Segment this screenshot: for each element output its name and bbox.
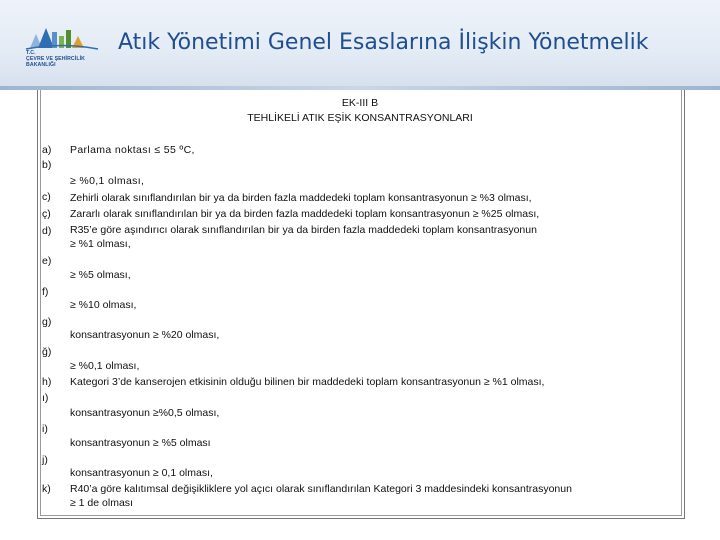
ministry-logo-icon	[22, 22, 102, 52]
item-text: ≥ %0,1 olması,	[70, 175, 145, 187]
item-text: ≥ %1 olması,	[70, 238, 131, 250]
page-title: Atık Yönetimi Genel Esaslarına İlişkin Yönetmelik	[118, 30, 649, 55]
item-label-j: j)	[42, 454, 48, 466]
item-text: Zararlı olarak sınıflandırılan bir ya da birden fazla maddedeki toplam konsantrasyonun ≥ %25 olması,	[70, 208, 540, 220]
item-label-dotless-i: ı)	[42, 392, 49, 404]
item-text: R40’a göre kalıtımsal değişikliklere yol açıcı olarak sınıflandırılan Kategori 3 maddesindeki konsantrasyonun	[70, 483, 572, 495]
item-text: konsantrasyonun ≥%0,5 olması,	[70, 407, 220, 419]
item-label-g-breve: ğ)	[42, 346, 52, 358]
item-label-i: i)	[42, 423, 48, 435]
item-label-g: g)	[42, 316, 52, 328]
item-text: konsantrasyonun ≥ %20 olması,	[70, 329, 220, 341]
item-label-c-cedilla: ç)	[42, 208, 51, 220]
item-text: Zehirli olarak sınıflandırılan bir ya da birden fazla maddedeki toplam konsantrasyonun ≥ %3 olması,	[70, 192, 532, 204]
item-text: ≥ 1 de olması	[70, 497, 133, 509]
item-label-h: h)	[42, 376, 52, 388]
item-label-a: a)	[42, 144, 52, 156]
ministry-logo-text: T.C. ÇEVRE VE ŞEHİRCİLİK BAKANLIĞI	[26, 50, 85, 68]
item-label-c: c)	[42, 191, 51, 203]
annex-subheading: TEHLİKELİ ATIK EŞİK KONSANTRASYONLARI	[247, 112, 473, 124]
item-text: R35’e göre aşındırıcı olarak sınıflandırılan bir ya da birden fazla maddedeki toplam konsantrasyonun	[70, 224, 537, 236]
item-label-k: k)	[42, 483, 51, 495]
item-text: Parlama noktası ≤ 55 ºC,	[70, 144, 195, 156]
item-text: ≥ %0,1 olması,	[70, 360, 140, 372]
ministry-logo	[22, 22, 102, 78]
item-label-e: e)	[42, 255, 52, 267]
item-label-d: d)	[42, 225, 52, 237]
item-text: Kategori 3’de kanserojen etkisinin olduğu bilinen bir maddedeki toplam konsantrasyonun ≥ %1 olması,	[70, 376, 545, 388]
item-label-f: f)	[42, 286, 49, 298]
item-text: ≥ %10 olması,	[70, 299, 137, 311]
item-text: konsantrasyonun ≥ 0,1 olması,	[70, 467, 213, 479]
item-text: ≥ %5 olması,	[70, 269, 131, 281]
annex-heading: EK-III B	[341, 97, 379, 109]
item-text: konsantrasyonun ≥ %5 olması	[70, 437, 211, 449]
item-label-b: b)	[42, 159, 52, 171]
